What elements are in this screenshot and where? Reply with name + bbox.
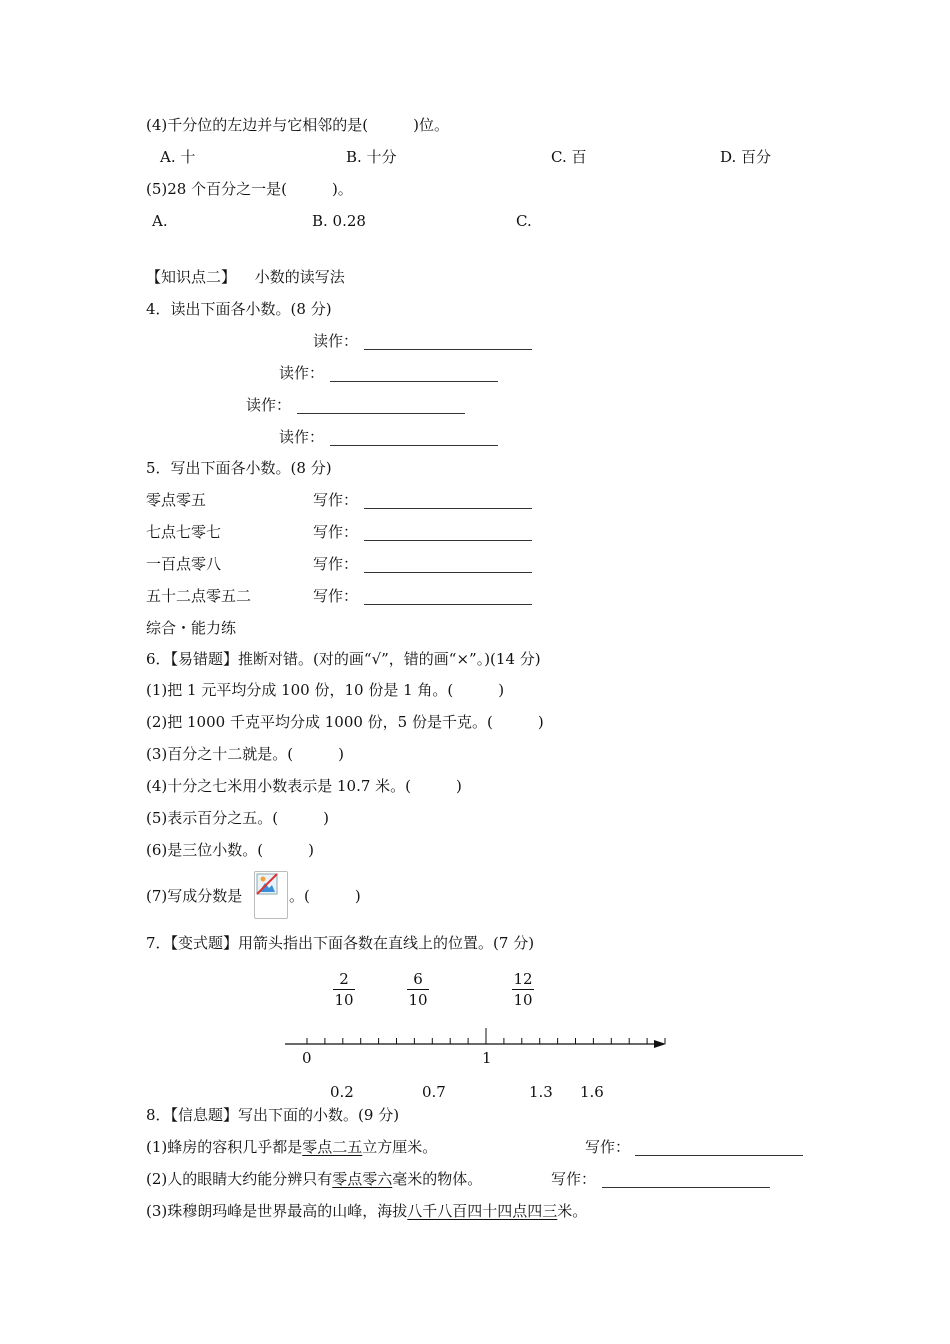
- fraction-6-10: [403, 970, 433, 1009]
- q3-4-option-b: B. 十分: [346, 148, 397, 166]
- q8-write-label-1: 写作：: [585, 1138, 631, 1156]
- q4-read-label-1: 读作：: [313, 332, 359, 350]
- q6-item-4: (4)十分之七米用小数表示是 10.7 米。( ): [146, 777, 462, 795]
- q4-read-label-3: 读作：: [246, 396, 292, 414]
- number-line: [280, 1028, 680, 1058]
- q8-item-1-post: 立方厘米。: [362, 1138, 438, 1156]
- fraction-denominator: 10: [513, 991, 533, 1009]
- comprehensive-heading: 综合・能力练: [146, 619, 237, 637]
- q8-item-2: [146, 1169, 482, 1189]
- fraction-denominator: 10: [334, 991, 354, 1009]
- q6-item-2: (2)把 1000 千克平均分成 1000 份，5 份是千克。( ): [146, 713, 544, 731]
- q5-answer-line-3[interactable]: [364, 571, 532, 573]
- q3-4-option-a: A. 十: [160, 148, 196, 166]
- q6-item-3: (3)百分之十二就是。( ): [146, 745, 344, 763]
- decimal-0-2: 0.2: [330, 1083, 354, 1101]
- fraction-12-10: [508, 970, 538, 1009]
- q7-title: 7．【变式题】用箭头指出下面各数在直线上的位置。(7 分): [146, 934, 535, 952]
- q6-item-5: (5)表示百分之五。( ): [146, 809, 329, 827]
- q5-write-label-4: 写作：: [313, 587, 359, 605]
- section-bracket: 【知识点二】: [146, 268, 237, 286]
- fraction-bar: [512, 989, 534, 990]
- q5-answer-line-4[interactable]: [364, 603, 532, 605]
- q8-item-2-pre: (2)人的眼睛大约能分辨只有: [146, 1170, 333, 1188]
- axis-label-1: 1: [482, 1049, 492, 1067]
- arrowhead-icon: [654, 1040, 666, 1048]
- q3-4-stem: (4)千分位的左边并与它相邻的是( )位。: [146, 116, 449, 134]
- q8-item-2-underlined: 零点零六: [332, 1170, 393, 1188]
- fraction-bar: [333, 989, 355, 990]
- fraction-denominator: 10: [408, 991, 428, 1009]
- decimal-0-7: 0.7: [422, 1083, 446, 1101]
- broken-image-icon: [254, 871, 288, 919]
- q4-answer-line-1[interactable]: [364, 348, 532, 350]
- q8-answer-line-2[interactable]: [602, 1186, 770, 1188]
- q8-item-2-post: 毫米的物体。: [392, 1170, 483, 1188]
- q4-read-label-2: 读作：: [279, 364, 325, 382]
- q5-write-label-2: 写作：: [313, 523, 359, 541]
- q4-title: 4．读出下面各小数。(8 分): [146, 300, 332, 318]
- q4-answer-line-2[interactable]: [330, 380, 498, 382]
- q5-write-label-1: 写作：: [313, 491, 359, 509]
- section-heading: [146, 267, 345, 287]
- number-line-ticks: [307, 1028, 665, 1044]
- q6-item-7-pre: (7)写成分数是: [146, 887, 243, 905]
- q3-4-option-d: D. 百分: [720, 148, 772, 166]
- fraction-numerator: 12: [513, 970, 533, 988]
- q8-item-3-pre: (3)珠穆朗玛峰是世界最高的山峰，海拔: [146, 1202, 408, 1220]
- q5-answer-line-1[interactable]: [364, 507, 532, 509]
- q3-5-option-a: A.: [152, 212, 168, 230]
- q8-write-label-2: 写作：: [551, 1170, 597, 1188]
- q5-write-label-3: 写作：: [313, 555, 359, 573]
- q5-item-2: 七点七零七: [146, 523, 222, 541]
- q8-item-1-underlined: 零点二五: [302, 1138, 363, 1156]
- q5-item-4: 五十二点零五二: [146, 587, 252, 605]
- q8-item-3-post: 米。: [557, 1202, 588, 1220]
- q8-item-1-pre: (1)蜂房的容积几乎都是: [146, 1138, 303, 1156]
- q6-item-6: (6)是三位小数。( ): [146, 841, 314, 859]
- q4-answer-line-4[interactable]: [330, 444, 498, 446]
- fraction-2-10: [329, 970, 359, 1009]
- section-title: 小数的读写法: [254, 268, 345, 286]
- axis-label-0: 0: [302, 1049, 312, 1067]
- q3-5-option-c: C.: [516, 212, 532, 230]
- fraction-numerator: 2: [339, 970, 349, 988]
- q3-5-stem: (5)28 个百分之一是( )。: [146, 180, 353, 198]
- fraction-numerator: 6: [413, 970, 423, 988]
- fraction-bar: [407, 989, 429, 990]
- q4-answer-line-3[interactable]: [297, 412, 465, 414]
- q6-item-7-post: 。( ): [289, 887, 361, 905]
- q3-4-option-c: C. 百: [551, 148, 587, 166]
- q6-title: 6．【易错题】推断对错。(对的画“√”，错的画“×”。)(14 分): [146, 650, 541, 668]
- q5-item-3: 一百点零八: [146, 555, 222, 573]
- q6-item-1: (1)把 1 元平均分成 100 份，10 份是 1 角。( ): [146, 681, 505, 699]
- q8-answer-line-1[interactable]: [635, 1154, 803, 1156]
- q8-item-3-underlined: 八千八百四十四点四三: [407, 1202, 558, 1220]
- q8-title: 8．【信息题】写出下面的小数。(9 分): [146, 1106, 400, 1124]
- q5-answer-line-2[interactable]: [364, 539, 532, 541]
- decimal-1-3: 1.3: [529, 1083, 553, 1101]
- q5-title: 5．写出下面各小数。(8 分): [146, 459, 332, 477]
- q5-item-1: 零点零五: [146, 491, 207, 509]
- decimal-1-6: 1.6: [580, 1083, 604, 1101]
- q4-read-label-4: 读作：: [279, 428, 325, 446]
- q8-item-1: [146, 1137, 437, 1157]
- q3-5-option-b: B. 0.28: [312, 212, 366, 230]
- q8-item-3: [146, 1201, 587, 1221]
